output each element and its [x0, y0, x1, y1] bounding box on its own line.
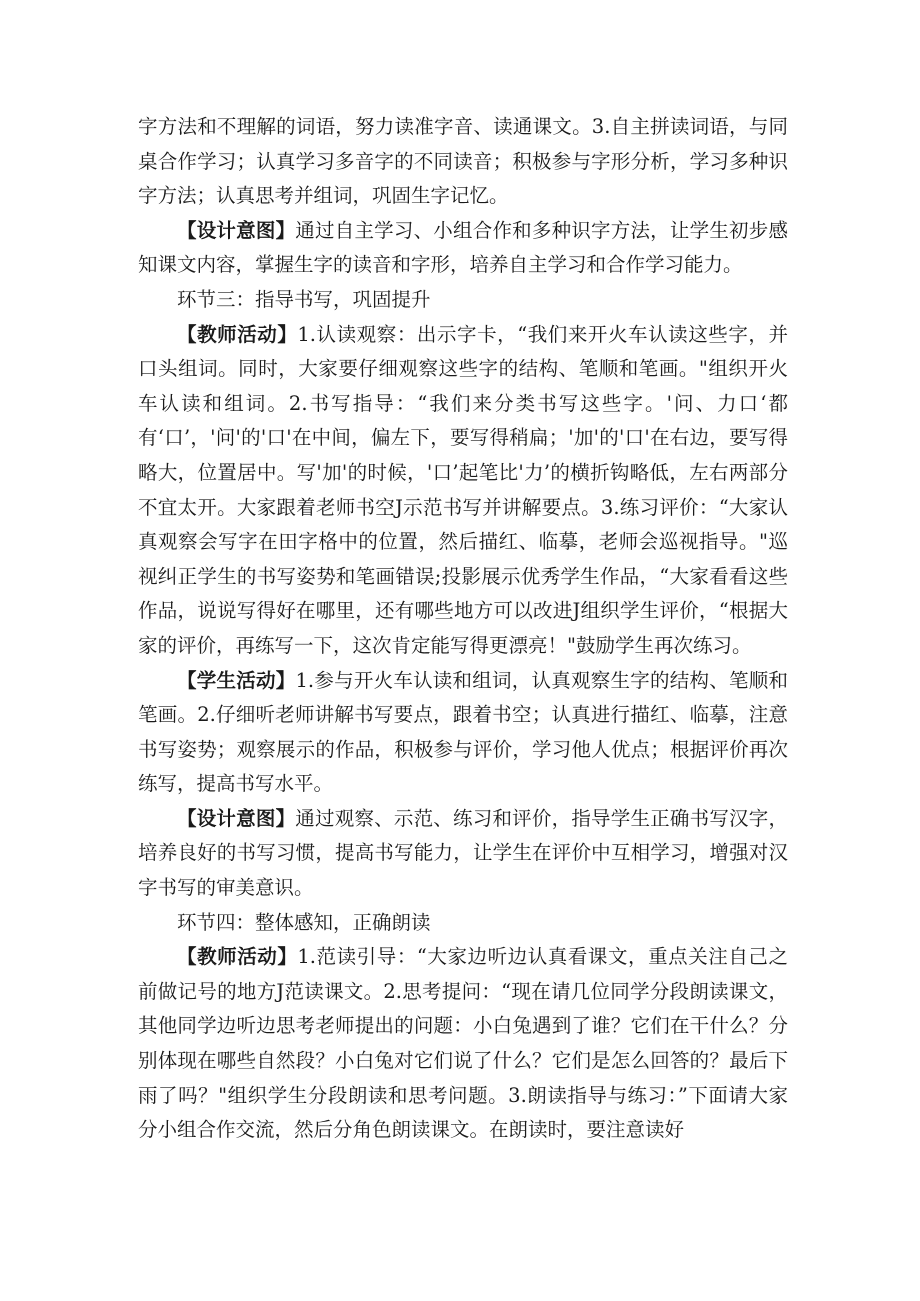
paragraph-design-intent	[138, 802, 788, 906]
paragraph-text: 字方法和不理解的词语，努力读准字音、读通课文。3.自主拼读词语，与同桌合作学习；认真学习多音字的不同读音；积极参与字形分析，学习多种识字方法；认真思考并组词，巩固生字记忆。	[138, 115, 788, 208]
section-tag: 【设计意图】	[177, 218, 296, 242]
section-tag: 【教师活动】	[177, 945, 298, 969]
paragraph-text: 1.范读引导：“大家边听边认真看课文，重点关注自己之前做记号的地方J范读课文。2.思考提问：“现在请几位同学分段朗读课文，其他同学边听边思考老师提出的问题：小白兔遇到了谁？它们在干什么？分别体现在哪些自然段？小白兔对它们说了什么？它们是怎么回答的？最后下雨了吗？"组织学生分段朗读和思考问题。3.朗读指导与练习：”下面请大家分小组合作交流，然后分角色朗读课文。在朗读时，要注意读好	[138, 945, 788, 1142]
heading-text: 环节三：指导书写，巩固提升	[177, 287, 431, 311]
paragraph-text: 通过自主学习、小组合作和多种识字方法，让学生初步感知课文内容，掌握生字的读音和字形，培养自主学习和合作学习能力。	[138, 218, 788, 277]
heading-text: 环节四：整体感知，正确朗读	[177, 910, 431, 934]
paragraph-student-activity	[138, 664, 788, 802]
paragraph-teacher-activity	[138, 940, 788, 1148]
section-heading	[138, 283, 788, 318]
section-tag: 【教师活动】	[177, 322, 298, 346]
paragraph-text: 通过观察、示范、练习和评价，指导学生正确书写汉字，培养良好的书写习惯，提高书写能力，让学生在评价中互相学习，增强对汉字书写的审美意识。	[138, 806, 788, 900]
section-tag: 【学生活动】	[177, 668, 296, 692]
section-heading	[138, 906, 788, 941]
paragraph-design-intent	[138, 214, 788, 283]
paragraph-teacher-activity	[138, 318, 788, 664]
paragraph-continuation	[138, 110, 788, 214]
document-page	[138, 110, 788, 1148]
section-tag: 【设计意图】	[177, 806, 296, 830]
paragraph-text: 1.认读观察：出示字卡，“我们来开火车认读这些字，并口头组词。同时，大家要仔细观察这些字的结构、笔顺和笔画。"组织开火车认读和组词。2.书写指导：“我们来分类书写这些字。'问、力口‘都有‘口’，'问'的'口'在中间，偏左下，要写得稍扁；'加'的'口'在右边，要写得略大，位置居中。写'加'的时候，'口’起笔比'力’的横折钩略低，左右两部分不宜太开。大家跟着老师书空J示范书写并讲解要点。3.练习评价：“大家认真观察会写字在田字格中的位置，然后描红、临摹，老师会巡视指导。"巡视纠正学生的书写姿势和笔画错误;投影展示优秀学生作品，“大家看看这些作品，说说写得好在哪里，还有哪些地方可以改进J组织学生评价，“根据大家的评价，再练写一下，这次肯定能写得更漂亮！"鼓励学生再次练习。	[138, 322, 788, 657]
paragraph-text: 1.参与开火车认读和组词，认真观察生字的结构、笔顺和笔画。2.仔细听老师讲解书写要点，跟着书空；认真进行描红、临摹，注意书写姿势；观察展示的作品，积极参与评价，学习他人优点；根据评价再次练写，提高书写水平。	[138, 668, 788, 796]
